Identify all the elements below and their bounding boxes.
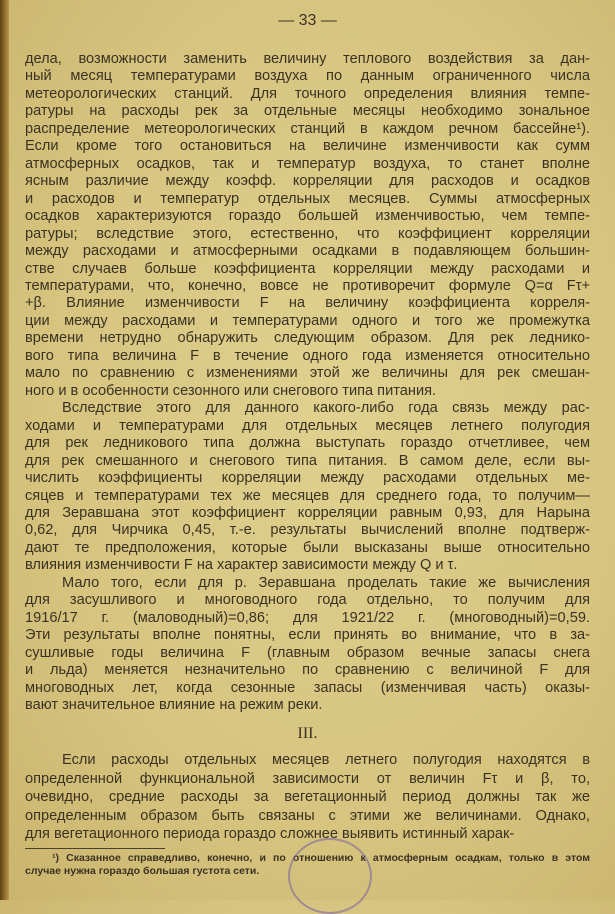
library-stamp	[288, 838, 372, 914]
section-heading: III.	[297, 725, 318, 742]
text-line: для рек смешанного и снегового типа питания. В самом деле, если вы-	[25, 452, 590, 469]
text-line: Вследствие этого для данного какого-либо года связь между рас-	[62, 400, 590, 417]
text-line: ратуры; вследствие этого, естественно, что коэффициент корреляции	[25, 225, 590, 242]
text-line: 0,62, для Чирчика 0,45, т.-е. результаты вычислений вполне подтверж-	[25, 522, 590, 539]
text-line: дела, возможности заменить величину теплового воздействия за дан-	[25, 51, 590, 67]
text-line: определенной функциональной зависимости от величин Fτ и β, то,	[25, 770, 590, 787]
text-line: определенным образом быть связаны с этими же величинами. Однако,	[25, 807, 590, 824]
text-line: ратуры на расходы рек за отдельные месяцы необходимо зональное	[25, 103, 590, 120]
text-line: сяцев и температурами тех же месяцев для среднего года, то получим—	[25, 487, 590, 504]
text-line: распределение метеорологических станций в каждом речном бассейне¹).	[25, 120, 590, 137]
text-line: очевидно, средние расходы за вегетационный период должны так же	[25, 789, 590, 806]
text-line: Если расходы отдельных месяцев летнего полугодия находятся в	[62, 752, 590, 768]
text-line: сушливые годы величина F (главным образом вечные запасы снега	[25, 644, 590, 661]
text-line: Эти результаты вполне понятны, если принять во внимание, что в за-	[25, 627, 590, 644]
book-binding-edge	[0, 0, 9, 900]
text-line: Если кроме того остановиться на величине изменчивости как сумм	[25, 138, 590, 155]
text-line: метеорологических станций. Для точного определения влияния темпе-	[25, 85, 590, 102]
text-line: между расходами и атмосферными осадками в подавляющем большин-	[25, 243, 590, 260]
text-line: многоводных лет, когда сезонные запасы (изменчивая часть) оказы-	[25, 679, 590, 696]
text-line: стве случаев больше коэффициента корреляции между расходами и	[25, 260, 590, 277]
text-line: дают те предположения, которые были высказаны выше относительно	[25, 539, 590, 556]
text-line: времени нетрудно обнаружить следующим образом. Для рек леднико-	[25, 330, 590, 347]
footnote-divider	[25, 848, 165, 849]
text-line: ции между расходами и температурами одного и того же промежутка	[25, 312, 590, 329]
text-line: атмосферных осадков, так и температур воздуха, то станет вполне	[25, 155, 590, 172]
text-line: числить коэффициенты корреляции между расходами отдельных ме-	[25, 470, 590, 487]
footnote-line: случае нужна гораздо большая густота сети.	[25, 865, 260, 877]
page-number: — 33 —	[278, 12, 337, 29]
text-line: 1916/17 г. (маловодный)=0,86; для 1921/22 г. (многоводный)=0,59.	[25, 609, 590, 626]
footnote-line: ¹) Сказанное справедливо, конечно, и по отношению к атмосферным осадкам, только в этом	[52, 852, 590, 864]
text-line: температурами, что, конечно, вовсе не противоречит формуле Q=α Fτ+	[25, 277, 590, 294]
text-line: Мало того, если для р. Зеравшана проделать такие же вычисления	[62, 574, 590, 591]
text-line: и льда) меняется незначительно по сравнению с величиной F для	[25, 662, 590, 679]
text-line: и расходов и температур отдельных месяцев. Суммы атмосферных	[25, 190, 590, 207]
text-line: для засушливого и многоводного года отдельно, то получим для	[25, 592, 590, 609]
text-line: для вегетационного периода гораздо сложнее выявить истинный харак-	[25, 826, 515, 843]
text-line: ного и в особенности сезонного или снегового типа питания.	[25, 382, 437, 399]
text-line: ный месяц температурами воздуха по данным ограниченного числа	[25, 68, 590, 85]
text-line: влияния изменчивости F на характер зависимости между Q и τ.	[25, 557, 458, 574]
text-line: для Зеравшана этот коэффициент корреляции равным 0,93, для Нарына	[25, 504, 590, 521]
text-line: вого типа величина F в течение одного года изменяется относительно	[25, 347, 590, 364]
text-line: вают значительное влияние на режим реки.	[25, 697, 323, 714]
text-line: для рек ледникового типа должна выступать гораздо отчетливее, чем	[25, 435, 590, 452]
text-line: мало по сравнению с изменениями этой же величины для рек смешан-	[25, 365, 590, 382]
text-line: +β. Влияние изменчивости F на величину коэффициента корреля-	[25, 295, 590, 312]
text-line: ходами и температурами для отдельных месяцев летнего полугодия	[25, 417, 590, 434]
text-line: осадков характеризуются гораздо большей изменчивостью, чем темпе-	[25, 208, 590, 225]
text-line: ясным различие между коэфф. корреляции для расходов и осадков	[25, 173, 590, 190]
